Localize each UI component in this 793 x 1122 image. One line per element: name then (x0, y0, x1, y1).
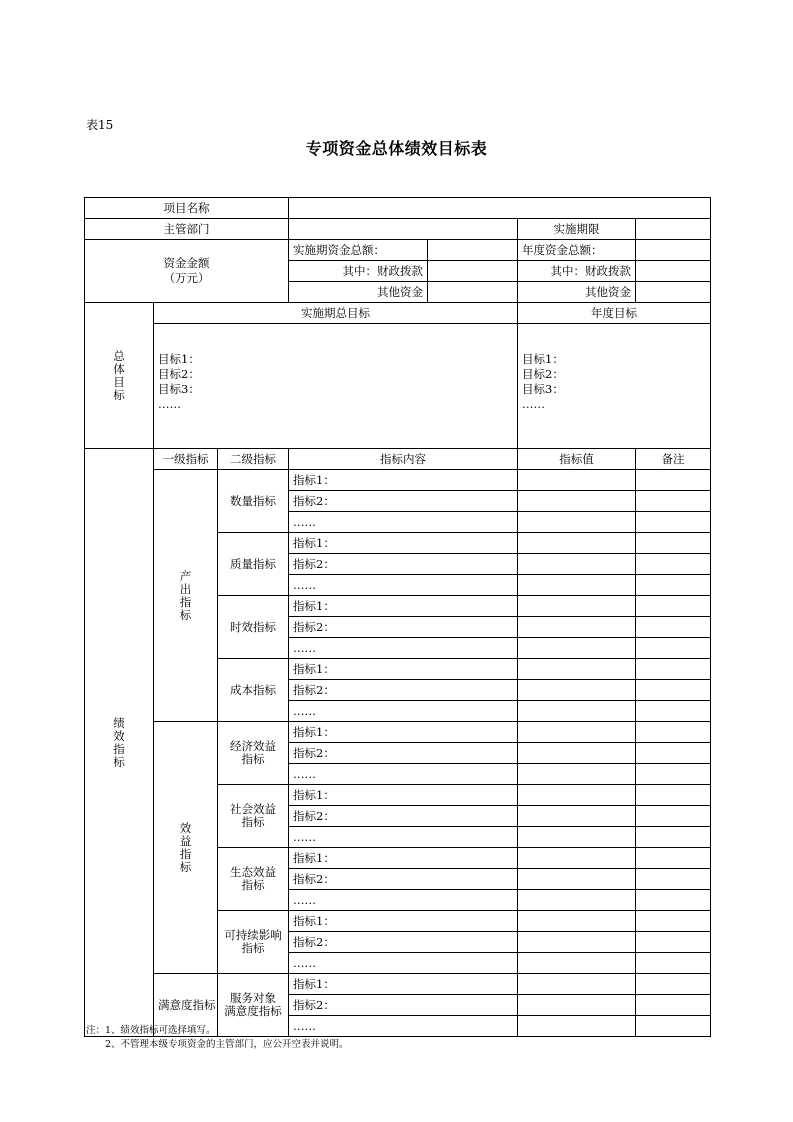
service-satisfaction-label: 服务对象 满意度指标 (218, 974, 289, 1037)
other-year-label: 其他资金 (518, 282, 636, 303)
indicator-value-cell[interactable] (518, 596, 636, 617)
performance-indicators-label: 绩 效 指 标 (85, 449, 154, 1037)
funds-label (85, 240, 289, 303)
indicator-content-cell[interactable]: …… (289, 953, 518, 974)
level2-header: 二级指标 (218, 449, 289, 470)
indicator-content-cell[interactable]: 指标2： (289, 491, 518, 512)
indicator-note-cell[interactable] (636, 491, 711, 512)
indicator-value-cell[interactable] (518, 680, 636, 701)
level1-header: 一级指标 (154, 449, 218, 470)
funds-label-line2: （万元） (163, 271, 210, 285)
indicator-note-cell[interactable] (636, 953, 711, 974)
indicator-content-cell[interactable]: …… (289, 701, 518, 722)
total-period-field[interactable] (428, 240, 518, 261)
quality-indicator-label: 质量指标 (218, 533, 289, 596)
indicator-note-cell[interactable] (636, 617, 711, 638)
indicator-note-cell[interactable] (636, 869, 711, 890)
indicator-value-cell[interactable] (518, 827, 636, 848)
fiscal-period-label: 其中：财政拨款 (289, 261, 428, 282)
indicator-content-cell[interactable]: …… (289, 890, 518, 911)
indicator-content-cell[interactable]: 指标1： (289, 533, 518, 554)
timeliness-indicator-label: 时效指标 (218, 596, 289, 659)
fiscal-year-label: 其中：财政拨款 (518, 261, 636, 282)
period-goal-field[interactable]: 目标1： 目标2： 目标3： …… (154, 324, 518, 449)
indicator-content-cell[interactable]: 指标1： (289, 596, 518, 617)
note-header: 备注 (636, 449, 711, 470)
indicator-value-cell[interactable] (518, 491, 636, 512)
indicator-content-cell[interactable]: …… (289, 512, 518, 533)
performance-goal-table (84, 197, 711, 1037)
indicator-content-cell[interactable]: 指标1： (289, 911, 518, 932)
indicator-note-cell[interactable] (636, 638, 711, 659)
indicator-note-cell[interactable] (636, 890, 711, 911)
funds-label-line1: 资金金额 (163, 256, 210, 270)
indicator-content-cell[interactable]: …… (289, 764, 518, 785)
note-2: 2、不管理本级专项资金的主管部门，应公开空表并说明。 (105, 1039, 349, 1050)
social-benefit-label: 社会效益 指标 (218, 785, 289, 848)
indicator-note-cell[interactable] (636, 743, 711, 764)
indicator-content-cell[interactable]: …… (289, 575, 518, 596)
page-title: 专项资金总体绩效目标表 (305, 139, 488, 158)
indicator-value-cell[interactable] (518, 512, 636, 533)
period-field[interactable] (636, 219, 711, 240)
indicator-value-cell[interactable] (518, 470, 636, 491)
indicator-content-cell[interactable]: 指标1： (289, 785, 518, 806)
indicator-note-cell[interactable] (636, 680, 711, 701)
indicator-content-cell[interactable]: 指标1： (289, 848, 518, 869)
department-field[interactable] (289, 219, 518, 240)
cost-indicator-label: 成本指标 (218, 659, 289, 722)
indicator-value-cell[interactable] (518, 890, 636, 911)
indicator-value-cell[interactable] (518, 869, 636, 890)
fiscal-period-field[interactable] (428, 261, 518, 282)
indicator-value-cell[interactable] (518, 659, 636, 680)
year-goal-field[interactable]: 目标1： 目标2： 目标3： …… (518, 324, 711, 449)
satisfaction-indicators-label: 满意度指标 (154, 974, 218, 1037)
output-indicators-label: 产 出 指 标 (154, 470, 218, 722)
indicator-content-cell[interactable]: 指标2： (289, 680, 518, 701)
indicator-note-cell[interactable] (636, 659, 711, 680)
indicator-content-cell[interactable]: 指标2： (289, 806, 518, 827)
indicator-value-cell[interactable] (518, 785, 636, 806)
indicator-content-cell[interactable]: 指标1： (289, 722, 518, 743)
indicator-content-cell[interactable]: 指标1： (289, 470, 518, 491)
indicator-note-cell[interactable] (636, 512, 711, 533)
indicator-note-cell[interactable] (636, 596, 711, 617)
total-year-label: 年度资金总额： (518, 240, 636, 261)
indicator-value-cell[interactable] (518, 1016, 636, 1037)
indicator-note-cell[interactable] (636, 848, 711, 869)
overall-goals-label: 总 体 目 标 (85, 303, 154, 449)
indicator-content-cell[interactable]: 指标2： (289, 869, 518, 890)
indicator-value-cell[interactable] (518, 806, 636, 827)
indicator-content-cell[interactable]: …… (289, 827, 518, 848)
indicator-value-cell[interactable] (518, 848, 636, 869)
indicator-note-cell[interactable] (636, 470, 711, 491)
total-year-field[interactable] (636, 240, 711, 261)
indicator-value-cell[interactable] (518, 953, 636, 974)
other-year-field[interactable] (636, 282, 711, 303)
indicator-note-cell[interactable] (636, 911, 711, 932)
indicator-note-cell[interactable] (636, 806, 711, 827)
indicator-content-cell[interactable]: 指标2： (289, 932, 518, 953)
indicator-content-cell[interactable]: 指标2： (289, 995, 518, 1016)
note-1: 注：1、绩效指标可选择填写。 (86, 1025, 216, 1036)
indicator-note-cell[interactable] (636, 932, 711, 953)
indicator-value-cell[interactable] (518, 743, 636, 764)
indicator-note-cell[interactable] (636, 1016, 711, 1037)
indicator-value-cell[interactable] (518, 995, 636, 1016)
indicator-note-cell[interactable] (636, 722, 711, 743)
value-header: 指标值 (518, 449, 636, 470)
quantity-indicator-label: 数量指标 (218, 470, 289, 533)
indicator-value-cell[interactable] (518, 617, 636, 638)
department-label: 主管部门 (85, 219, 289, 240)
indicator-note-cell[interactable] (636, 764, 711, 785)
indicator-value-cell[interactable] (518, 533, 636, 554)
indicator-value-cell[interactable] (518, 722, 636, 743)
indicator-content-cell[interactable]: 指标1： (289, 974, 518, 995)
total-period-label: 实施期资金总额： (289, 240, 428, 261)
indicator-note-cell[interactable] (636, 827, 711, 848)
period-goal-header: 实施期总目标 (154, 303, 518, 324)
other-period-label: 其他资金 (289, 282, 428, 303)
indicator-note-cell[interactable] (636, 554, 711, 575)
indicator-note-cell[interactable] (636, 995, 711, 1016)
indicator-content-cell[interactable]: 指标2： (289, 554, 518, 575)
period-label: 实施期限 (518, 219, 636, 240)
year-goal-header: 年度目标 (518, 303, 711, 324)
indicator-note-cell[interactable] (636, 974, 711, 995)
indicator-content-cell[interactable]: 指标2： (289, 743, 518, 764)
fiscal-year-field[interactable] (636, 261, 711, 282)
project-name-label: 项目名称 (85, 198, 289, 219)
indicator-value-cell[interactable] (518, 932, 636, 953)
indicator-note-cell[interactable] (636, 533, 711, 554)
table-number: 表15 (86, 118, 114, 132)
other-period-field[interactable] (428, 282, 518, 303)
sustainability-benefit-label: 可持续影响 指标 (218, 911, 289, 974)
indicator-note-cell[interactable] (636, 785, 711, 806)
indicator-value-cell[interactable] (518, 701, 636, 722)
notes (86, 1024, 349, 1052)
project-name-field[interactable] (289, 198, 711, 219)
indicator-value-cell[interactable] (518, 638, 636, 659)
indicator-note-cell[interactable] (636, 701, 711, 722)
indicator-value-cell[interactable] (518, 575, 636, 596)
indicator-content-cell[interactable]: …… (289, 1016, 518, 1037)
benefit-indicators-label: 效 益 指 标 (154, 722, 218, 974)
indicator-value-cell[interactable] (518, 554, 636, 575)
indicator-value-cell[interactable] (518, 911, 636, 932)
ecological-benefit-label: 生态效益 指标 (218, 848, 289, 911)
indicator-content-cell[interactable]: 指标1： (289, 659, 518, 680)
economic-benefit-label: 经济效益 指标 (218, 722, 289, 785)
indicator-note-cell[interactable] (636, 575, 711, 596)
indicator-value-cell[interactable] (518, 974, 636, 995)
indicator-content-cell[interactable]: …… (289, 638, 518, 659)
indicator-value-cell[interactable] (518, 764, 636, 785)
content-header: 指标内容 (289, 449, 518, 470)
indicator-content-cell[interactable]: 指标2： (289, 617, 518, 638)
